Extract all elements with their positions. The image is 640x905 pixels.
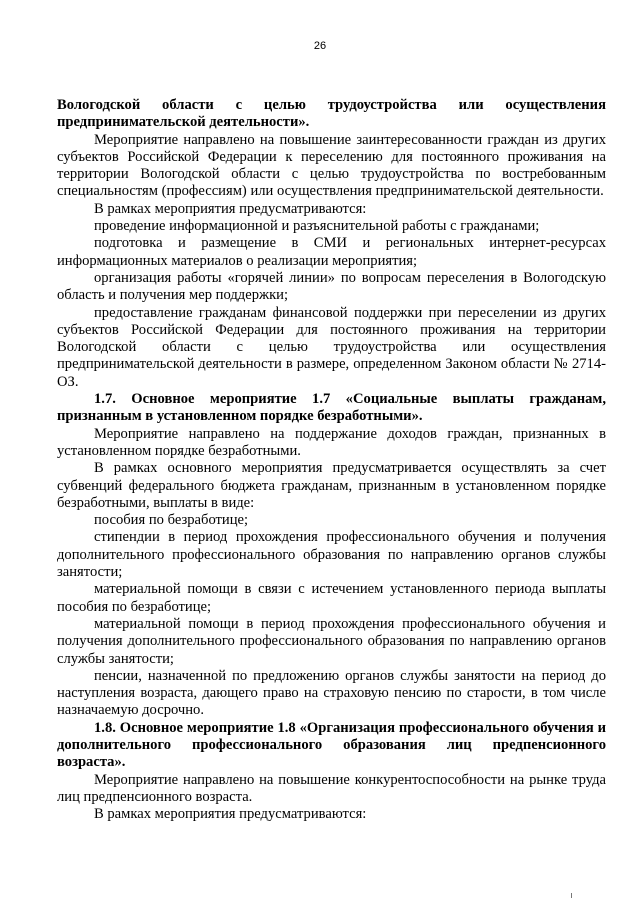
paragraph: В рамках мероприятия предусматриваются: [94,200,367,217]
list-item: пособия по безработице; [94,512,249,529]
scan-mark [571,893,572,898]
list-item: стипендии в период прохождения профессионального обучения и получения дополнительного профессионального образования по направлению органов службы занятости; [57,529,606,581]
list-item: пенсии, назначенной по предложению органов службы занятости на период до наступления возраста, дающего право на страховую пенсию по старости, в том числе назначаемую досрочно. [57,667,606,719]
paragraph: В рамках мероприятия предусматриваются: [94,806,367,823]
list-item: проведение информационной и разъяснительной работы с гражданами; [94,218,540,235]
paragraph: В рамках основного мероприятия предусматривается осуществлять за счет субвенций федерального бюджета гражданам, признанным в установленном порядке безработными, выплаты в виде: [57,460,606,511]
paragraph: Мероприятие направлено на повышение конкурентоспособности на рынке труда лиц предпенсионного возраста. [57,771,606,805]
page-number: 26 [313,40,327,52]
list-item: материальной помощи в связи с истечением установленного периода выплаты пособия по безработице; [57,581,606,615]
section-heading-1-7: 1.7. Основное мероприятие 1.7 «Социальные выплаты гражданам, признанным в установленном порядке безработными». [57,391,606,425]
paragraph-heading-continuation: Вологодской области с целью трудоустройства или осуществления предпринимательской деятельности». [57,97,606,131]
list-item: предоставление гражданам финансовой поддержки при переселении из других субъектов Российской Федерации для постоянного проживания на территории Вологодской области с целью трудоустройства или осуществления предпринимательской деятельности в размере, определенном Законом области № 2714-ОЗ. [57,304,606,390]
paragraph: Мероприятие направлено на повышение заинтересованности граждан из других субъектов Российской Федерации к переселению для постоянного проживания на территории Вологодской области с целью трудоустройства по востребованным специальностям (профессиям) или осуществления предпринимательской деятельности. [57,131,606,200]
list-item: организация работы «горячей линии» по вопросам переселения в Вологодскую область и получения мер поддержки; [57,269,606,304]
section-heading-1-8: 1.8. Основное мероприятие 1.8 «Организация профессионального обучения и дополнительного профессионального образования лиц предпенсионного возраста». [57,719,606,771]
list-item: подготовка и размещение в СМИ и региональных интернет-ресурсах информационных материалов о реализации мероприятия; [57,235,606,269]
list-item: материальной помощи в период прохождения профессионального обучения и получения дополнительного профессионального образования по направлению органов службы занятости; [57,615,606,667]
document-body [57,97,606,823]
paragraph: Мероприятие направлено на поддержание доходов граждан, признанных в установленном порядке безработными. [57,425,606,459]
